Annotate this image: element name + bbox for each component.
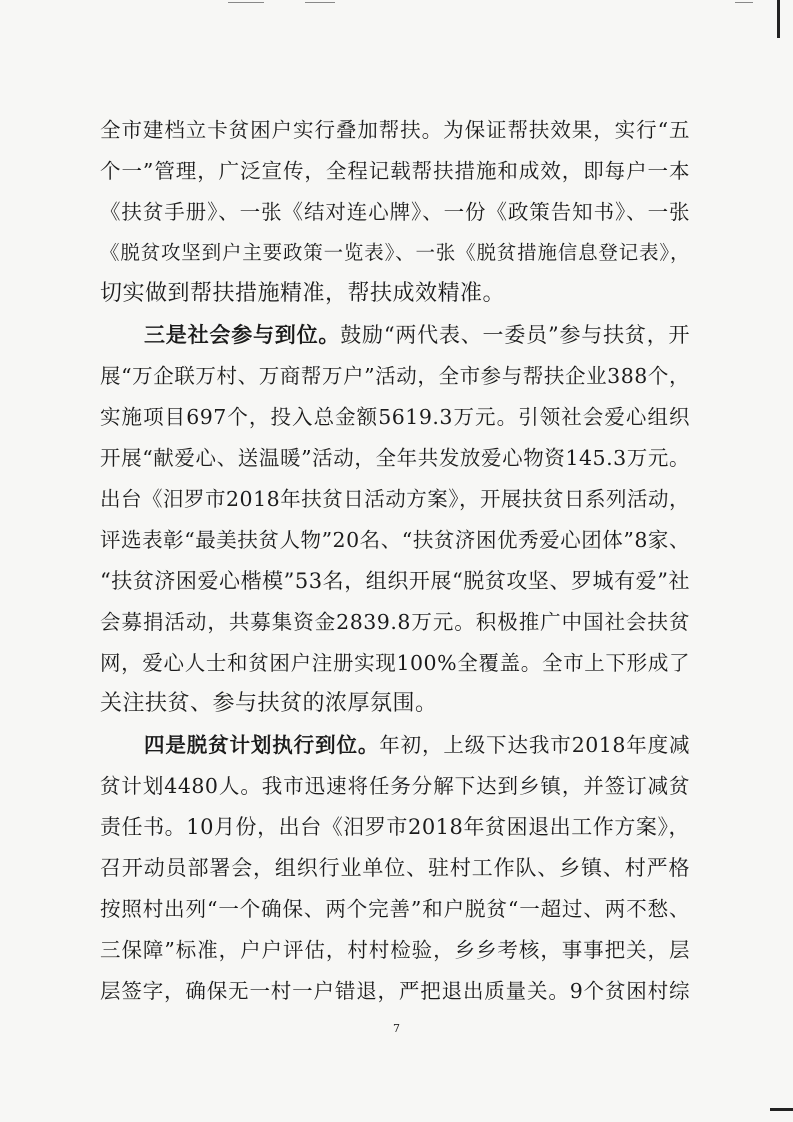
scan-artifact-bottom-right <box>770 1108 793 1111</box>
page-number: 7 <box>393 1022 400 1035</box>
text-line: 展“万企联万村、万商帮万户”活动，全市参与帮扶企业388个， <box>100 364 690 388</box>
text-line: 开展“献爱心、送温暖”活动，全年共发放爱心物资145.3万元。 <box>100 446 690 470</box>
paragraph-heading: 三是社会参与到位。 <box>144 322 341 347</box>
text-line: 会募捐活动，共募集资金2839.8万元。积极推广中国社会扶贫 <box>100 610 690 634</box>
paragraph-first-line: 四是脱贫计划执行到位。年初，上级下达我市2018年度减 <box>144 733 691 757</box>
text-line: 三保障”标准，户户评估，村村检验，乡乡考核，事事把关，层 <box>100 938 690 962</box>
text-line: 按照村出列“一个确保、两个完善”和户脱贫“一超过、两不愁、 <box>100 897 690 921</box>
text-line: 全市建档立卡贫困户实行叠加帮扶。为保证帮扶效果，实行“五 <box>100 118 690 142</box>
paragraph-first-line: 三是社会参与到位。鼓励“两代表、一委员”参与扶贫，开 <box>144 322 690 347</box>
text-line: 网，爱心人士和贫困户注册实现100%全覆盖。全市上下形成了 <box>100 651 690 675</box>
text-line: 切实做到帮扶措施精准，帮扶成效精准。 <box>100 281 506 306</box>
text-line: “扶贫济困爱心楷模”53名，组织开展“脱贫攻坚、罗城有爱”社 <box>100 569 690 593</box>
text-line: 个一”管理，广泛宣传，全程记载帮扶措施和成效，即每户一本 <box>100 159 690 183</box>
text-line: 召开动员部署会，组织行业单位、驻村工作队、乡镇、村严格 <box>100 856 690 880</box>
text-line: 实施项目697个，投入总金额5619.3万元。引领社会爱心组织 <box>100 405 690 429</box>
text-line: 《扶贫手册》、一张《结对连心牌》、一份《政策告知书》、一张 <box>100 200 690 224</box>
text-line: 《脱贫攻坚到户主要政策一览表》、一张《脱贫措施信息登记表》， <box>100 241 690 264</box>
text-line: 出台《汨罗市2018年扶贫日活动方案》，开展扶贫日系列活动， <box>100 487 690 511</box>
text-line: 关注扶贫、参与扶贫的浓厚氛围。 <box>100 691 438 716</box>
text-line: 责任书。10月份，出台《汨罗市2018年贫困退出工作方案》， <box>100 815 690 839</box>
text-line: 评选表彰“最美扶贫人物”20名、“扶贫济困优秀爱心团体”8家、 <box>100 528 690 552</box>
text-line: 贫计划4480人。我市迅速将任务分解下达到乡镇，并签订减贫 <box>100 774 690 798</box>
paragraph-heading: 四是脱贫计划执行到位。 <box>144 733 380 757</box>
text-line: 层签字，确保无一村一户错退，严把退出质量关。9个贫困村综 <box>100 979 690 1003</box>
